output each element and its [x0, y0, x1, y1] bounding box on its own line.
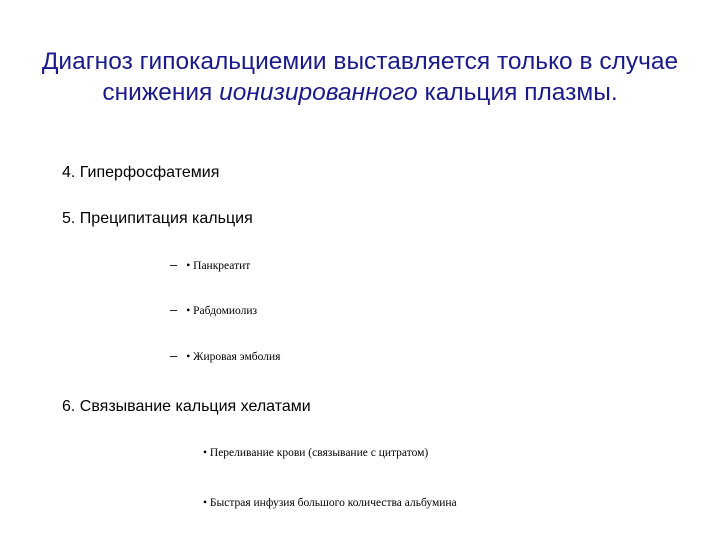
title-text-2: кальция плазмы.: [417, 79, 618, 106]
dash-marker: –: [170, 348, 178, 363]
slide-title: [40, 46, 680, 108]
sub-item-label: • Жировая эмболия: [186, 351, 281, 363]
title-text-1: Диагноз гипокальциемии выставляется только в случае снижения: [41, 48, 679, 106]
item-chelation: 6. Связывание кальция хелатами: [62, 398, 311, 415]
sub-item-rhabdomyolysis: [170, 302, 257, 317]
sub-item-fat-embolism: [170, 348, 280, 363]
item-hyperphosphatemia: 4. Гиперфосфатемия: [62, 164, 220, 181]
dash-marker: –: [170, 302, 178, 317]
title-emphasis: ионизированного: [219, 79, 418, 106]
sub-item-blood-transfusion: • Переливание крови (связывание с цитратом): [203, 447, 429, 459]
sub-item-label: • Панкреатит: [186, 260, 251, 272]
dash-marker: –: [170, 257, 178, 272]
sub-item-pancreatitis: [170, 257, 250, 272]
sub-item-albumin-infusion: • Быстрая инфузия большого количества альбумина: [203, 497, 457, 509]
item-calcium-precipitation: 5. Преципитация кальция: [62, 210, 253, 227]
sub-item-label: • Рабдомиолиз: [186, 305, 258, 317]
